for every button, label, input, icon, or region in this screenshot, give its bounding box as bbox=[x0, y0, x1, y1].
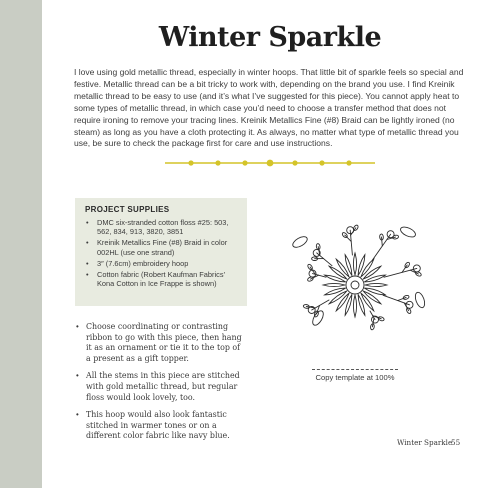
side-bar bbox=[0, 0, 42, 488]
supply-item: • DMC six-stranded cotton floss #25: 503, 562, 834, 913, 3820, 3851 bbox=[85, 218, 239, 237]
project-supplies-box bbox=[75, 198, 247, 306]
supply-item: • Cotton fabric (Robert Kaufman Fabrics’ Kona Cotton in Ice Frappe is shown) bbox=[85, 270, 239, 289]
supply-item: • 3″ (7.6cm) embroidery hoop bbox=[85, 259, 239, 268]
tip-item: • All the stems in this piece are stitched with gold metallic thread, but regular floss would look lovely, too. bbox=[75, 371, 245, 403]
tip-item: • Choose coordinating or contrasting ribbon to go with this piece, then hang it as an ornament or tie it to the top of a present as a gift topper. bbox=[75, 322, 245, 364]
page-title: Winter Sparkle bbox=[158, 22, 382, 53]
supply-item: • Kreinik Metallics Fine (#8) Braid in color 002HL (use one strand) bbox=[85, 238, 239, 257]
tip-item: • This hoop would also look fantastic stitched in warmer tones or on a different color fabric like navy blue. bbox=[75, 410, 245, 442]
intro-paragraph: I love using gold metallic thread, especially in winter hoops. That little bit of sparkle feels so special and festive. Metallic thread can be a bit tricky to work with, depending on the brand you use. I find Kreinik metallic thread to be easy to use (and it’s what I’ve suggested for this piece). You cannot apply heat to some types of metallic thread, in which case you’d need to choose a transfer method that does not require ironing to remove your tracing lines. Kreinik Metallics Fine (#8) Braid can be lightly ironed (no steam) as long as you have a cloth protecting it. As always, no matter what type of metallic thread you use, be sure to check the package first for care and use instructions. bbox=[74, 67, 464, 149]
template-dashed-rule bbox=[312, 369, 398, 370]
supplies-heading: PROJECT SUPPLIES bbox=[85, 205, 170, 214]
footer-title: Winter Sparkle bbox=[397, 438, 453, 447]
supplies-list bbox=[85, 218, 239, 288]
template-caption: Copy template at 100% bbox=[315, 373, 395, 382]
page-number: 55 bbox=[451, 438, 461, 447]
tips-list bbox=[75, 322, 245, 449]
dotted-divider bbox=[165, 156, 375, 170]
flower-template-drawing bbox=[258, 190, 470, 340]
